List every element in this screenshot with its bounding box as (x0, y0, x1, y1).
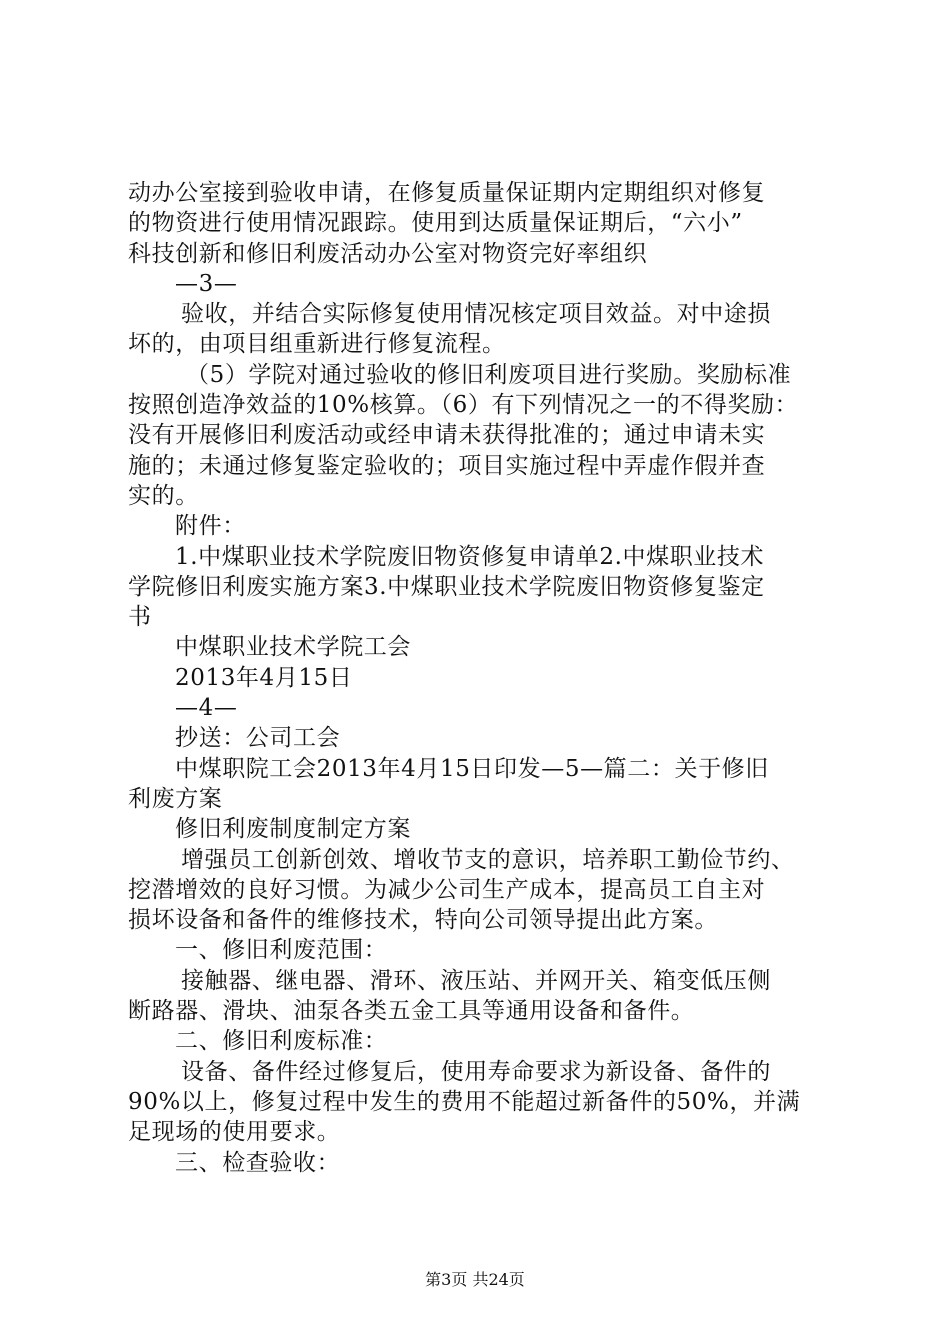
section-heading: 三、检查验收： (175, 1149, 341, 1176)
signature-date: 2013年4月15日 (175, 664, 353, 691)
text-line: 书 (128, 604, 152, 631)
text-line: 挖潜增效的良好习惯。为减少公司生产成本，提高员工自主对 (128, 876, 766, 903)
text-line: 按照创造净效益的10%核算。（6）有下列情况之一的不得奖励： (128, 392, 799, 419)
text-line: 设备、备件经过修复后，使用寿命要求为新设备、备件的 (181, 1058, 771, 1085)
section-title: 修旧利废制度制定方案 (175, 816, 411, 843)
section-heading: 二、修旧利废标准： (175, 1028, 388, 1055)
text-line: 实的。 (128, 482, 199, 509)
text-line: 的物资进行使用情况跟踪。使用到达质量保证期后，“六小” (128, 210, 743, 237)
cc-line: 抄送：公司工会 (175, 725, 341, 752)
text-line: 损坏设备和备件的维修技术，特向公司领导提出此方案。 (128, 907, 718, 934)
text-line: 断路器、滑块、油泵各类五金工具等通用设备和备件。 (128, 998, 695, 1025)
page-marker: —3— (175, 270, 238, 297)
text-line: 坏的，由项目组重新进行修复流程。 (128, 331, 506, 358)
text-line: 足现场的使用要求。 (128, 1119, 341, 1146)
text-line: 学院修旧利废实施方案3.中煤职业技术学院废旧物资修复鉴定 (128, 573, 765, 600)
text-line: 利废方案 (128, 785, 223, 812)
section-heading: 一、修旧利废范围： (175, 937, 388, 964)
text-line: 科技创新和修旧利废活动办公室对物资完好率组织 (128, 240, 648, 267)
text-line: 增强员工创新创效、增收节支的意识，培养职工勤俭节约、 (181, 846, 795, 873)
document-body (128, 178, 836, 1178)
text-line: 验收，并结合实际修复使用情况核定项目效益。对中途损 (181, 301, 771, 328)
section-heading: 附件： (175, 513, 246, 540)
text-line: 施的；未通过修复鉴定验收的；项目实施过程中弄虚作假并查 (128, 452, 766, 479)
text-line: 中煤职院工会2013年4月15日印发—5—篇二：关于修旧 (175, 755, 769, 782)
page-footer: 第3页 共24页 (425, 1270, 525, 1289)
text-line: 没有开展修旧利废活动或经申请未获得批准的；通过申请未实 (128, 422, 766, 449)
text-line: 接触器、继电器、滑环、液压站、并网开关、箱变低压侧 (181, 967, 771, 994)
text-line: （5）学院对通过验收的修旧利废项目进行奖励。奖励标准 (186, 361, 792, 388)
signature-org: 中煤职业技术学院工会 (175, 634, 411, 661)
page-marker: —4— (175, 695, 238, 722)
text-line: 动办公室接到验收申请，在修复质量保证期内定期组织对修复 (128, 180, 766, 206)
text-line: 90%以上，修复过程中发生的费用不能超过新备件的50%，并满 (128, 1088, 801, 1115)
text-line: 1.中煤职业技术学院废旧物资修复申请单2.中煤职业技术 (175, 543, 765, 570)
